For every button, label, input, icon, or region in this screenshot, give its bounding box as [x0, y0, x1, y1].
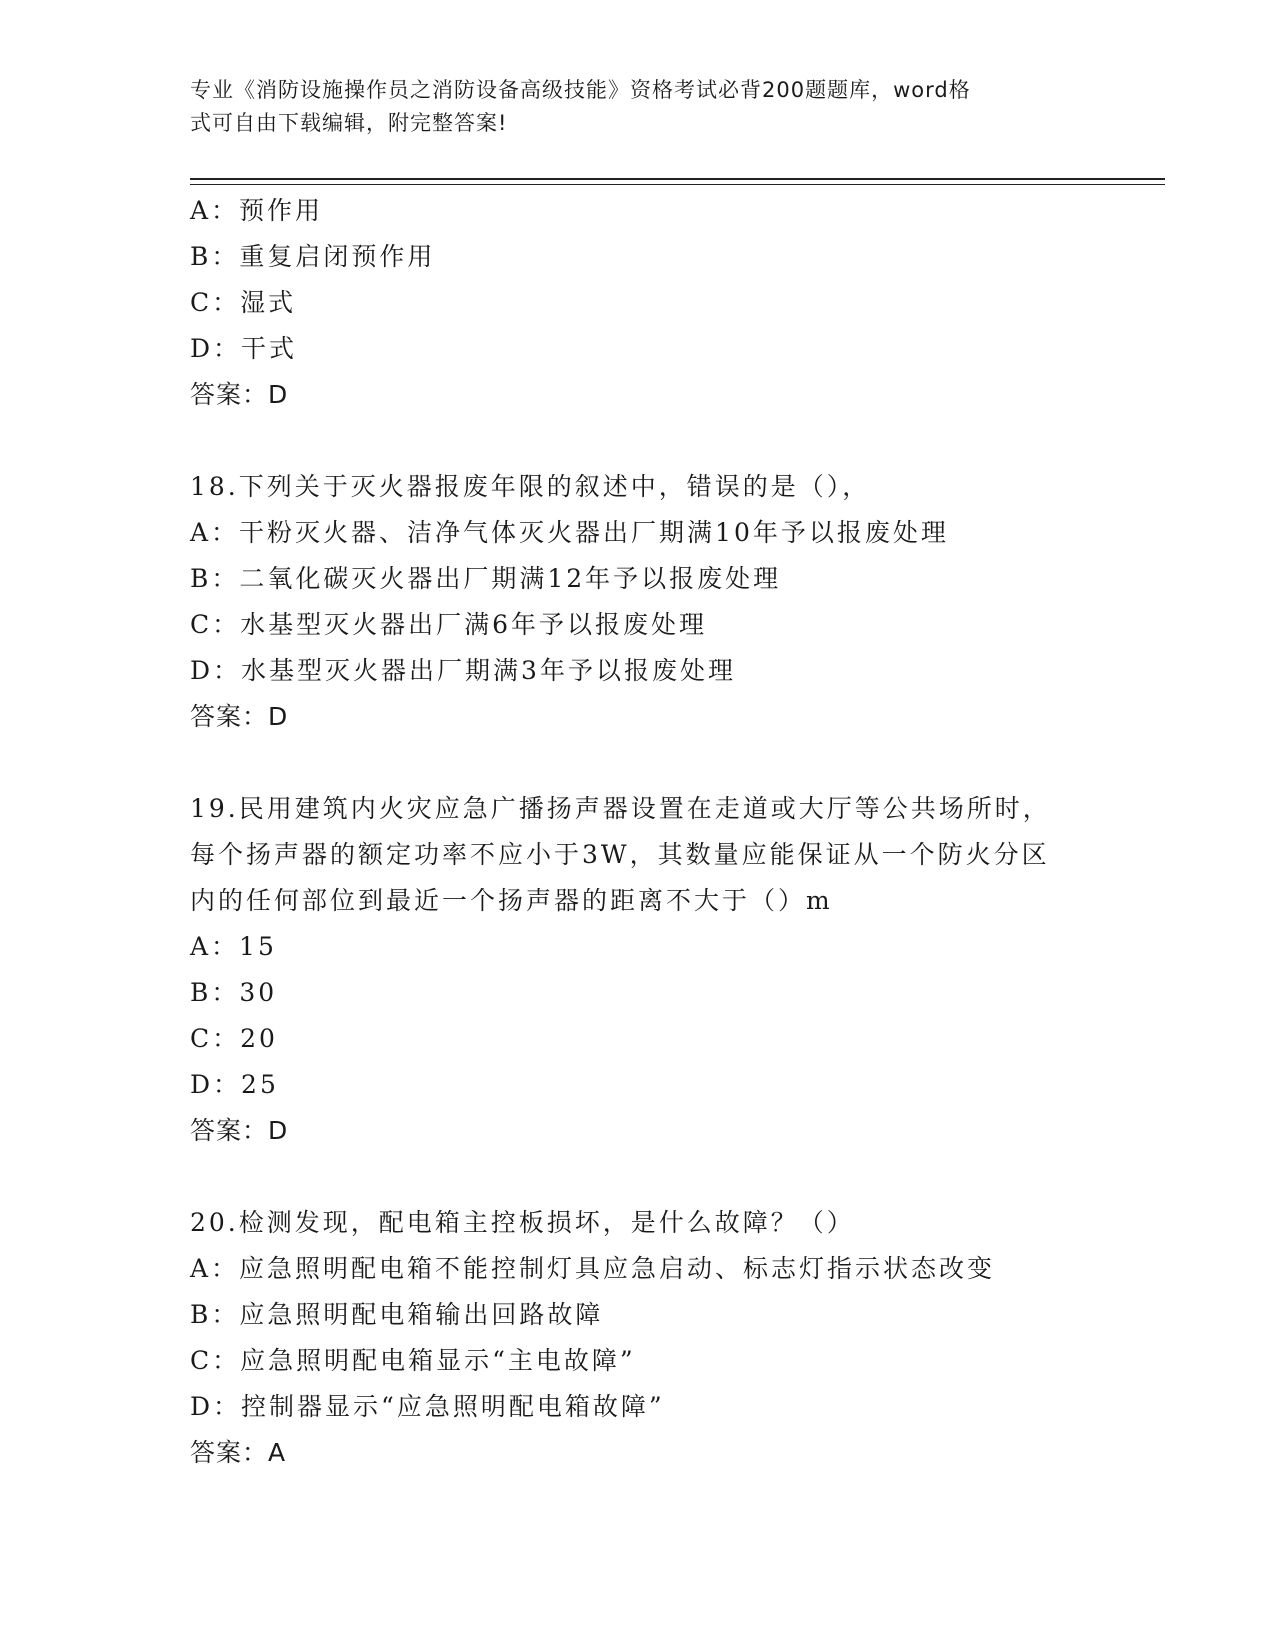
q18-option-a: A：干粉灭火器、洁净气体灭火器出厂期满10年予以报废处理 [190, 518, 949, 547]
q19-question-line-1: 19.民用建筑内火灾应急广播扬声器设置在走道或大厅等公共场所时， [190, 794, 1051, 823]
spacer [190, 740, 1120, 786]
q17-option-d: D：干式 [190, 334, 298, 363]
q17-option-b: B：重复启闭预作用 [190, 242, 436, 271]
header-divider-thick [190, 178, 1165, 180]
header-line-2: 式可自由下载编辑，附完整答案! [190, 111, 508, 135]
spacer [190, 418, 1120, 464]
q20-question: 20.检测发现，配电箱主控板损坏，是什么故障？（） [190, 1208, 855, 1237]
q20-option-a: A：应急照明配电箱不能控制灯具应急启动、标志灯指示状态改变 [190, 1254, 996, 1283]
q17-option-a: A：预作用 [190, 196, 324, 225]
q17-option-c: C：湿式 [190, 288, 297, 317]
q19-option-c: C：20 [190, 1024, 278, 1053]
question-18-block [190, 464, 1120, 740]
q20-option-b: B：应急照明配电箱输出回路故障 [190, 1300, 604, 1329]
q17-answer: 答案：D [190, 380, 289, 409]
question-20-block [190, 1200, 1120, 1476]
document-header [190, 74, 1070, 140]
q18-option-b: B：二氧化碳灭火器出厂期满12年予以报废处理 [190, 564, 782, 593]
q19-question-line-3: 内的任何部位到最近一个扬声器的距离不大于（）m [190, 886, 833, 915]
q20-option-c: C：应急照明配电箱显示“主电故障” [190, 1346, 636, 1375]
question-17-block [190, 188, 1120, 418]
q19-option-b: B：30 [190, 978, 278, 1007]
q20-answer: 答案：A [190, 1438, 287, 1467]
question-19-block [190, 786, 1120, 1154]
q18-answer: 答案：D [190, 702, 289, 731]
question-list [190, 188, 1120, 1476]
header-divider-thin [190, 184, 1165, 185]
q20-option-d: D：控制器显示“应急照明配电箱故障” [190, 1392, 665, 1421]
q19-answer: 答案：D [190, 1116, 289, 1145]
spacer [190, 1154, 1120, 1200]
header-line-1: 专业《消防设施操作员之消防设备高级技能》资格考试必背200题题库，word格 [190, 78, 971, 102]
q19-option-d: D：25 [190, 1070, 279, 1099]
q19-option-a: A：15 [190, 932, 277, 961]
q18-option-d: D：水基型灭火器出厂期满3年予以报废处理 [190, 656, 736, 685]
q18-question: 18.下列关于灭火器报废年限的叙述中，错误的是（）， [190, 472, 871, 501]
q18-option-c: C：水基型灭火器出厂满6年予以报废处理 [190, 610, 708, 639]
q19-question-line-2: 每个扬声器的额定功率不应小于3W，其数量应能保证从一个防火分区 [190, 840, 1050, 869]
